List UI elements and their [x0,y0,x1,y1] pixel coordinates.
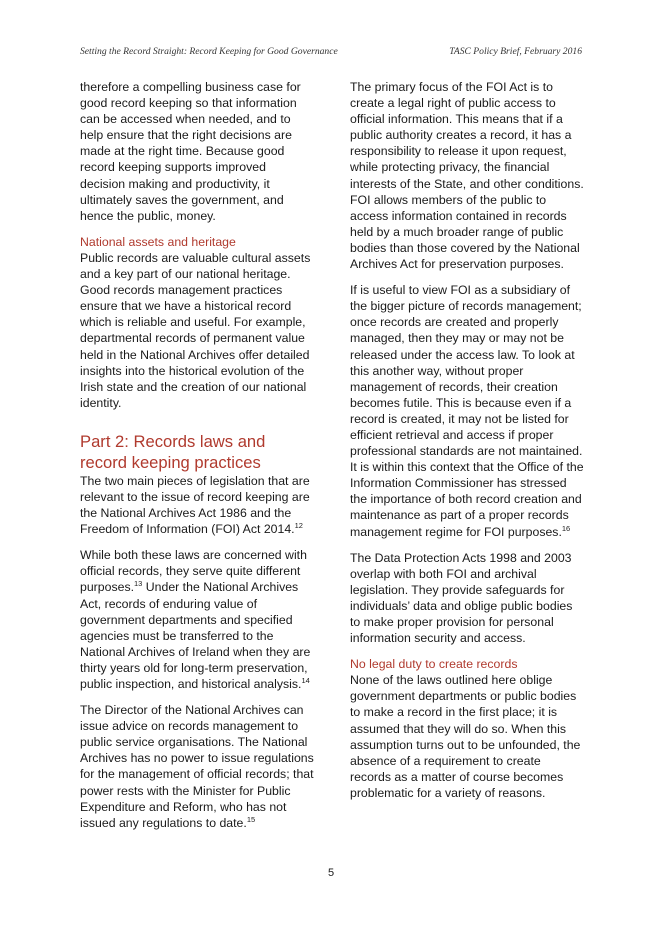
footnote-ref[interactable]: 16 [561,523,571,533]
paragraph-text: If is useful to view FOI as a subsidiary of the bigger picture of records management; once records are created and properly managed, then they may or may not be released under the access law. To look at this another way, without proper management of records, their creation becomes futile. This is because even if a record is created, it may not be listed for efficient retrieval and access if proper professional standards are not maintained. It is within this context that the Office of the Information Commissioner has stressed the importance of both record creation and maintenance as part of a proper records management regime for FOI purposes. [350,283,584,539]
page-number: 5 [327,867,335,879]
section-heading: Part 2: Records laws and record keeping practices [80,431,266,472]
footnote-ref[interactable]: 12 [294,521,303,531]
paragraph-text: The two main pieces of legislation that are relevant to the issue of record keeping are the National Archives Act 1986 and the Freedom of Information (FOI) Act 2014. [80,473,310,537]
right-column [350,79,584,811]
paragraph [80,473,314,537]
paragraph: The primary focus of the FOI Act is to create a legal right of public access to official information. This means that if a public authority creates a record, it has a responsibility to release it upon request, while protecting privacy, the financial interests of the State, and other conditions. FOI allows members of the public to access information contained in records held by a much broader range of public bodies than those covered by the National Archives Act for preservation purposes. [350,80,584,272]
subheading-no-legal-duty: No legal duty to create records [350,657,518,672]
paragraph: The Data Protection Acts 1998 and 2003 overlap with both FOI and archival legislation. They provide safeguards for individuals’ data and oblige public bodies to make proper provision for personal information security and access. [350,550,573,646]
running-header [80,46,582,57]
paragraph-text: The Director of the National Archives can issue advice on records management to public service organisations. The National Archives has no power to issue regulations for the management of official records; that power rests with the Minister for Public Expenditure and Reform, who has not issued any regulations to date. [80,703,314,830]
footnote-ref[interactable]: 14 [301,675,310,685]
paragraph [80,702,314,831]
paragraph: None of the laws outlined here oblige government departments or public bodies to make a record in the first place; it is assumed that they will do so. When this assumption turns out to be unfounded, the absence of a requirement to create records as a matter of course becomes problematic for a variety of reasons. [350,673,581,800]
subheading-national-assets: National assets and heritage [80,234,236,249]
paragraph-text: While both these laws are concerned with official records, they serve quite different purposes. [80,548,307,595]
paragraph: Public records are valuable cultural assets and a key part of our national heritage. Good records management practices ensure that we have a historical record which is reliable and useful. For example, departmental records of permanent value held in the National Archives offer detailed insights into the historical evolution of the Irish state and the creation of our national identity. [80,250,311,410]
paragraph [80,547,314,692]
paragraph [350,282,584,540]
footnote-ref[interactable]: 15 [246,814,256,824]
left-column [80,79,314,841]
header-publication: TASC Policy Brief, February 2016 [449,46,582,57]
header-title: Setting the Record Straight: Record Keeping for Good Governance [80,46,338,57]
paragraph: therefore a compelling business case for good record keeping so that information can be accessed when needed, and to help ensure that the right decisions are made at the right time. Because good record keeping supports improved decision making and productivity, it ultimately saves the government, and hence the public, money. [80,80,301,223]
paragraph-text: Under the National Archives Act, records of enduring value of government departments and specified agencies must be transferred to the National Archives of Ireland when they are thirty years old for long-term preservation, public inspection, and historical analysis. [80,580,311,691]
footnote-ref[interactable]: 13 [134,579,143,589]
